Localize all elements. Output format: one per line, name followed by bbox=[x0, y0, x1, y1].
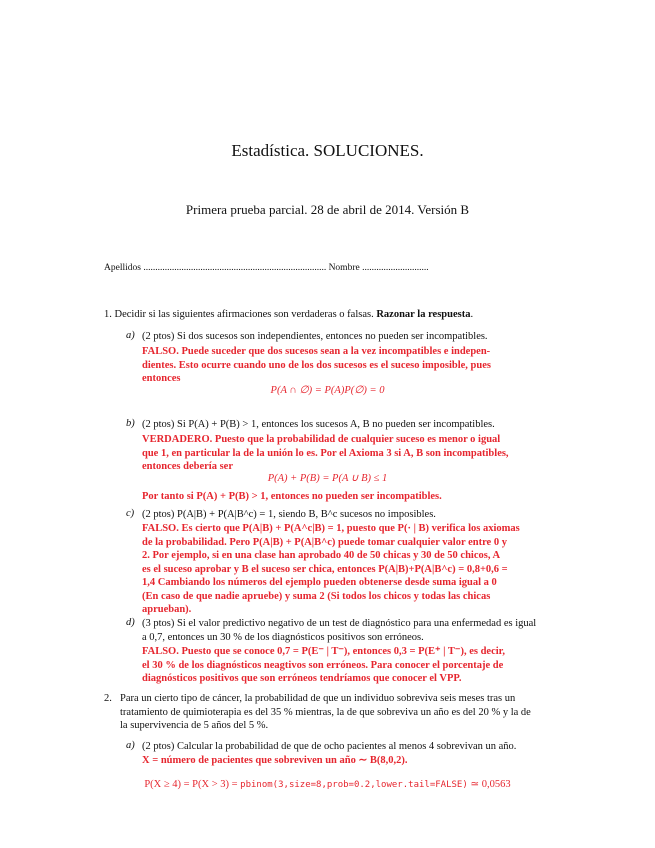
formula-b: P(A) + P(B) = P(A ∪ B) ≤ 1 bbox=[267, 473, 388, 484]
question-line: la supervivencia de 5 años del 5 %. bbox=[120, 720, 269, 731]
answer-line: diagnósticos positivos que son erróneos tendríamos que conocer el VPP. bbox=[142, 673, 462, 684]
answer-line: entonces bbox=[142, 373, 181, 384]
question-2-number: 2. bbox=[104, 693, 112, 704]
answer-line: 1,4 Cambiando los números del ejemplo pueden obtenerse desde suma igual a 0 bbox=[142, 577, 497, 588]
question-line: Para un cierto tipo de cáncer, la probabilidad de que un individuo sobreviva seis meses tras un bbox=[120, 693, 516, 704]
item-b-text: (2 ptos) Si P(A) + P(B) > 1, entonces los sucesos A, B no pueden ser incompatibles. bbox=[142, 419, 495, 430]
item-2a-text: (2 ptos) Calcular la probabilidad de que de ocho pacientes al menos 4 sobrevivan un año. bbox=[142, 741, 517, 752]
answer-line: VERDADERO. Puesto que la probabilidad de cualquier suceso es menor o igual bbox=[142, 434, 501, 445]
question-text: Decidir si las siguientes afirmaciones son verdaderas o falsas. bbox=[114, 309, 374, 320]
item-label-d: d) bbox=[126, 617, 135, 628]
item-c-text: (2 ptos) P(A|B) + P(A|B^c) = 1, siendo B, B^c sucesos no imposibles. bbox=[142, 509, 436, 520]
answer-line: FALSO. Es cierto que P(A|B) + P(A^c|B) = 1, puesto que P(· | B) verifica los axiomas bbox=[142, 523, 520, 534]
question-number: 1. bbox=[104, 309, 112, 320]
item-a-answer bbox=[142, 345, 582, 386]
page-subtitle: Primera prueba parcial. 28 de abril de 2014. Versión B bbox=[185, 202, 470, 217]
answer-line: el 30 % de los diagnósticos neagtivos son erróneos. Para conocer el porcentaje de bbox=[142, 659, 504, 671]
answer-line: entonces debería ser bbox=[142, 461, 233, 472]
item-b-conclusion: Por tanto si P(A) + P(B) > 1, entonces no pueden ser incompatibles. bbox=[142, 491, 442, 502]
question-end: . bbox=[470, 309, 474, 320]
item-2a-answer: X = número de pacientes que sobreviven un año ∼ B(8,0,2). bbox=[142, 755, 408, 766]
formula-a: P(A ∩ ∅) = P(A)P(∅) = 0 bbox=[270, 385, 385, 396]
name-line: Apellidos ............................................................................. Nombre ............................ bbox=[104, 263, 429, 273]
item-label-b: b) bbox=[126, 418, 135, 429]
answer-line: es el suceso aprobar y B el suceso ser chica, entonces P(A|B)+P(A|B^c) = 0,8+0,6 = bbox=[142, 563, 508, 575]
answer-line: (En caso de que nadie apruebe) y suma 2 (Si todos los chicos y todas las chicas bbox=[142, 590, 491, 602]
answer-line: FALSO. Puede suceder que dos sucesos sean a la vez incompatibles e indepen- bbox=[142, 346, 491, 357]
formula-left: P(X ≥ 4) = P(X > 3) = bbox=[144, 779, 241, 790]
page-title: Estadística. SOLUCIONES. bbox=[231, 141, 424, 160]
answer-line: 2. Por ejemplo, si en una clase han aprobado 40 de 50 chicas y 30 de 50 chicos, A bbox=[142, 550, 501, 561]
item-label-c: c) bbox=[126, 508, 135, 519]
item-b-answer bbox=[142, 433, 582, 474]
question-line: (3 ptos) Si el valor predictivo negativo de un test de diagnóstico para una enfermedad es igual bbox=[142, 618, 537, 629]
formula-right: ≃ 0,0563 bbox=[467, 779, 511, 790]
item-label-a: a) bbox=[126, 330, 135, 341]
question-line: a 0,7, entonces un 30 % de los diagnósticos positivos son erróneos. bbox=[142, 631, 424, 643]
item-label-2a: a) bbox=[126, 740, 135, 751]
r-code: pbinom(3,size=8,prob=0.2,lower.tail=FALSE) bbox=[240, 780, 468, 790]
answer-line: que 1, en particular la de la unión lo es. Por el Axioma 3 si A, B son incompatibles, bbox=[142, 447, 509, 459]
answer-line: dientes. Esto ocurre cuando uno de los dos sucesos es el suceso imposible, pues bbox=[142, 359, 491, 371]
answer-line: FALSO. Puesto que se conoce 0,7 = P(E⁻ | T⁻), entonces 0,3 = P(E⁺ | T⁻), es decir, bbox=[142, 646, 505, 657]
answer-line: aprueban). bbox=[142, 604, 192, 615]
item-c-answer bbox=[142, 522, 582, 617]
question-line: tratamiento de quimioterapia es del 35 % mientras, la de que sobreviva un año es del 20 % y la de bbox=[120, 706, 531, 718]
question-2-text bbox=[120, 692, 580, 733]
item-d-answer bbox=[142, 645, 582, 686]
answer-line: de la probabilidad. Pero P(A|B) + P(A|B^c) puede tomar cualquier valor entre 0 y bbox=[142, 536, 507, 548]
item-a-text: (2 ptos) Si dos sucesos son independientes, entonces no pueden ser incompatibles. bbox=[142, 331, 488, 342]
question-1 bbox=[104, 308, 564, 322]
question-emphasis: Razonar la respuesta bbox=[376, 309, 471, 320]
item-d-text bbox=[142, 617, 582, 644]
formula-2a bbox=[0, 778, 655, 790]
